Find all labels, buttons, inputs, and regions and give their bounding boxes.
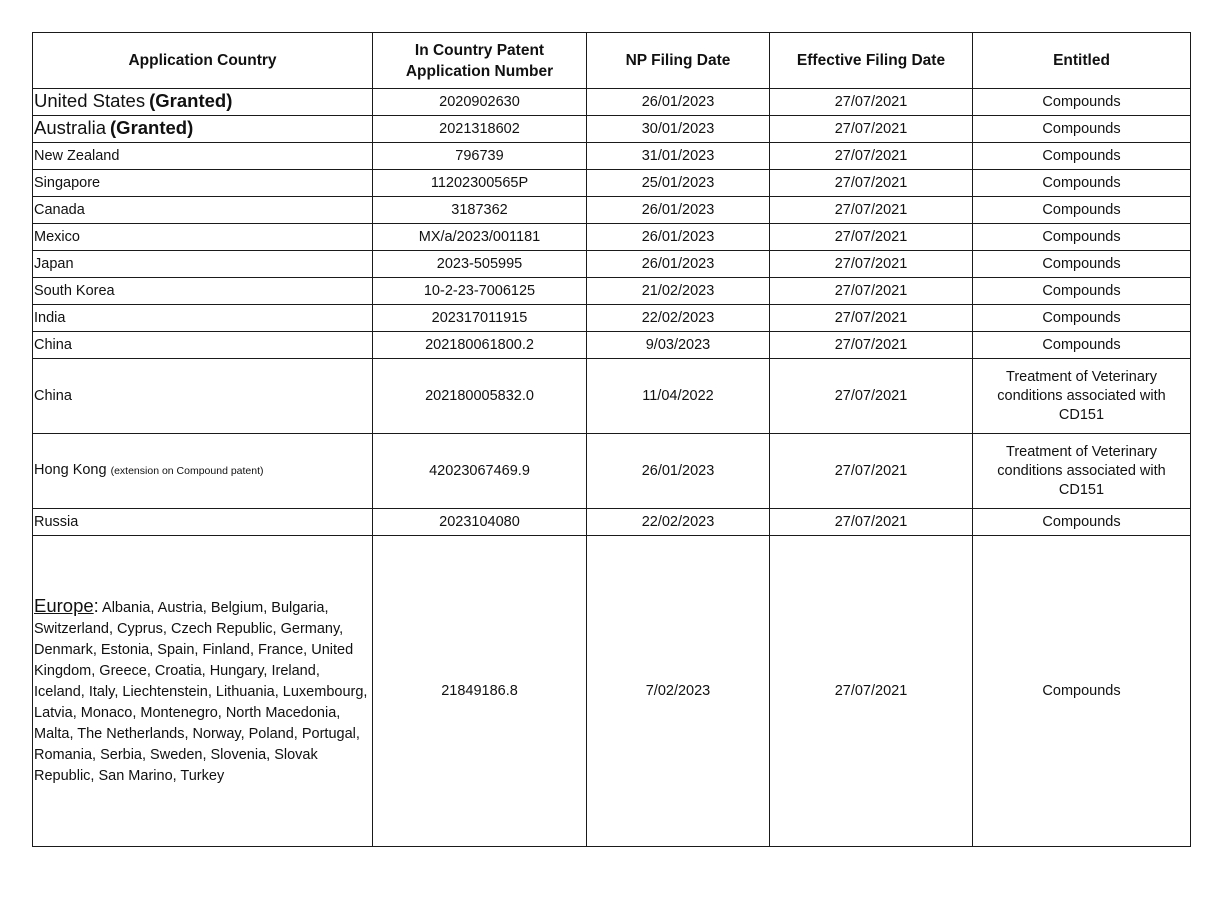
effective-filing-date: 27/07/2021 [770, 197, 973, 224]
np-filing-date: 30/01/2023 [587, 116, 770, 143]
granted-status: (Granted) [149, 90, 233, 111]
effective-filing-date: 27/07/2021 [770, 251, 973, 278]
application-number: 2023104080 [373, 509, 587, 536]
effective-filing-date: 27/07/2021 [770, 224, 973, 251]
effective-filing-date: 27/07/2021 [770, 509, 973, 536]
entitled: Compounds [973, 89, 1191, 116]
country-name: Mexico [33, 224, 373, 251]
application-number: 3187362 [373, 197, 587, 224]
effective-filing-date: 27/07/2021 [770, 434, 973, 509]
np-filing-date: 9/03/2023 [587, 332, 770, 359]
effective-filing-date: 27/07/2021 [770, 536, 973, 847]
country-name: India [33, 305, 373, 332]
country-cell [33, 434, 373, 509]
entitled: Compounds [973, 197, 1191, 224]
entitled: Compounds [973, 332, 1191, 359]
header-application-number: In Country Patent Application Number [373, 33, 587, 89]
np-filing-date: 7/02/2023 [587, 536, 770, 847]
effective-filing-date: 27/07/2021 [770, 332, 973, 359]
country-name: Russia [33, 509, 373, 536]
application-number: 42023067469.9 [373, 434, 587, 509]
effective-filing-date: 27/07/2021 [770, 170, 973, 197]
country-cell [33, 536, 373, 847]
np-filing-date: 11/04/2022 [587, 359, 770, 434]
table-row [33, 197, 1191, 224]
table-row [33, 509, 1191, 536]
np-filing-date: 22/02/2023 [587, 509, 770, 536]
country-cell [33, 89, 373, 116]
entitled: Compounds [973, 536, 1191, 847]
effective-filing-date: 27/07/2021 [770, 143, 973, 170]
entitled: Compounds [973, 305, 1191, 332]
application-number: 202317011915 [373, 305, 587, 332]
table-row [33, 434, 1191, 509]
header-row [33, 33, 1191, 89]
entitled: Compounds [973, 251, 1191, 278]
application-number: 202180061800.2 [373, 332, 587, 359]
country-cell [33, 116, 373, 143]
np-filing-date: 26/01/2023 [587, 197, 770, 224]
application-number: 10-2-23-7006125 [373, 278, 587, 305]
table-row [33, 332, 1191, 359]
np-filing-date: 26/01/2023 [587, 224, 770, 251]
entitled: Treatment of Veterinary conditions associated with CD151 [973, 434, 1191, 509]
colon: : [93, 595, 99, 616]
np-filing-date: 21/02/2023 [587, 278, 770, 305]
effective-filing-date: 27/07/2021 [770, 278, 973, 305]
application-number: 11202300565P [373, 170, 587, 197]
application-number: 202180005832.0 [373, 359, 587, 434]
effective-filing-date: 27/07/2021 [770, 359, 973, 434]
application-number: 2020902630 [373, 89, 587, 116]
np-filing-date: 26/01/2023 [587, 89, 770, 116]
table-row [33, 143, 1191, 170]
application-number: 796739 [373, 143, 587, 170]
country-name: South Korea [33, 278, 373, 305]
np-filing-date: 26/01/2023 [587, 251, 770, 278]
effective-filing-date: 27/07/2021 [770, 89, 973, 116]
application-number: 2021318602 [373, 116, 587, 143]
np-filing-date: 22/02/2023 [587, 305, 770, 332]
table-row [33, 89, 1191, 116]
table-row [33, 536, 1191, 847]
entitled: Compounds [973, 116, 1191, 143]
header-entitled: Entitled [973, 33, 1191, 89]
entitled: Compounds [973, 509, 1191, 536]
table-row [33, 251, 1191, 278]
table-row [33, 170, 1191, 197]
np-filing-date: 26/01/2023 [587, 434, 770, 509]
entitled: Compounds [973, 143, 1191, 170]
table-row [33, 224, 1191, 251]
np-filing-date: 25/01/2023 [587, 170, 770, 197]
country-name: China [33, 359, 373, 434]
country-name: Singapore [33, 170, 373, 197]
table-row [33, 359, 1191, 434]
application-number: 21849186.8 [373, 536, 587, 847]
entitled: Compounds [973, 170, 1191, 197]
country-name: Hong Kong [34, 462, 107, 478]
application-number: 2023-505995 [373, 251, 587, 278]
header-effective-filing-date: Effective Filing Date [770, 33, 973, 89]
country-name: Japan [33, 251, 373, 278]
country-note: (extension on Compound patent) [110, 465, 264, 477]
country-name: China [33, 332, 373, 359]
country-name: United States [34, 90, 146, 111]
patent-applications-table [32, 32, 1191, 847]
europe-countries [34, 595, 368, 787]
application-number: MX/a/2023/001181 [373, 224, 587, 251]
table-row [33, 116, 1191, 143]
table-row [33, 278, 1191, 305]
entitled: Compounds [973, 278, 1191, 305]
header-application-country: Application Country [33, 33, 373, 89]
entitled: Compounds [973, 224, 1191, 251]
np-filing-date: 31/01/2023 [587, 143, 770, 170]
granted-status: (Granted) [110, 117, 194, 138]
country-name: Canada [33, 197, 373, 224]
header-np-filing-date: NP Filing Date [587, 33, 770, 89]
country-name: New Zealand [33, 143, 373, 170]
effective-filing-date: 27/07/2021 [770, 305, 973, 332]
country-name: Europe [34, 595, 94, 616]
country-name: Australia [34, 117, 106, 138]
effective-filing-date: 27/07/2021 [770, 116, 973, 143]
europe-country-list: Albania, Austria, Belgium, Bulgaria, Switzerland, Cyprus, Czech Republic, Germany, Denmark, Estonia, Spain, Finland, France, United Kingdom, Greece, Croatia, Hungary, Ireland, Iceland, Italy, Liechtenstein, Lithuania, Luxembourg, Latvia, Monaco, Montenegro, North Macedonia, Malta, The Netherlands, Norway, Poland, Portugal, Romania, Serbia, Sweden, Slovenia, Slovak Republic, San Marino, Turkey [34, 600, 368, 784]
table-row [33, 305, 1191, 332]
entitled: Treatment of Veterinary conditions associated with CD151 [973, 359, 1191, 434]
